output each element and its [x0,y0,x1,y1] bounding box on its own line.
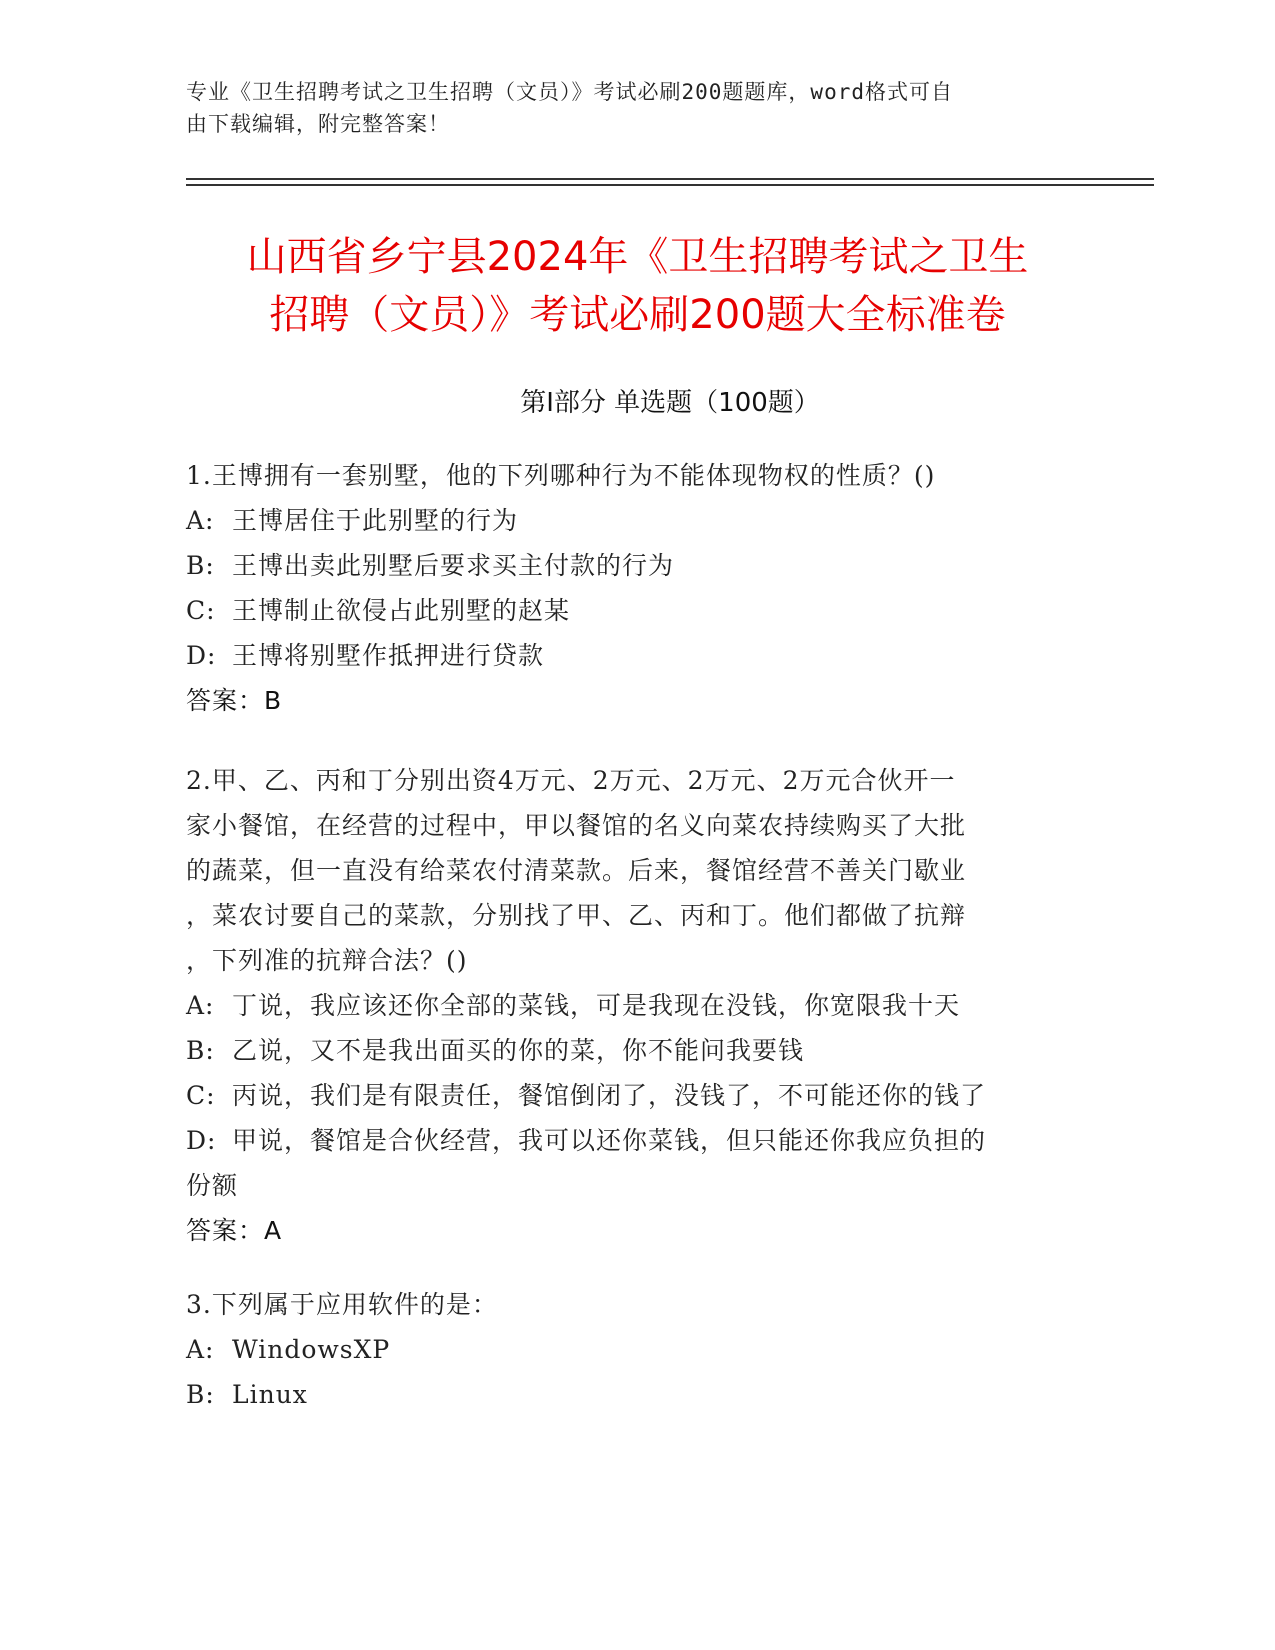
option-letter: B: [186,551,215,580]
question-stem: 家小餐馆，在经营的过程中，甲以餐馆的名义向菜农持续购买了大批 [186,811,967,840]
question-3 [186,1282,1086,1417]
header-divider [186,184,1154,186]
option-b [186,1028,1086,1073]
option-letter: B: [186,1036,215,1065]
option-a [186,983,1086,1028]
question-stem: 1.王博拥有一套别墅，他的下列哪种行为不能体现物权的性质？() [186,461,936,490]
option-b [186,543,1086,588]
header-divider [186,178,1154,180]
option-text: 甲说，餐馆是合伙经营，我可以还你菜钱，但只能还你我应负担的 [232,1126,987,1155]
option-letter: A: [186,1335,215,1364]
section-title: 第Ⅰ部分 单选题（100题） [520,388,820,418]
option-text: 王博居住于此别墅的行为 [232,506,519,535]
option-letter: C: [186,1081,216,1110]
question-2 [186,758,1086,1253]
question-stem: ，下列准的抗辩合法？() [186,946,468,975]
option-a [186,498,1086,543]
question-stem: 2.甲、乙、丙和丁分别出资4万元、2万元、2万元、2万元合伙开一 [186,766,956,795]
option-c [186,588,1086,633]
option-text: 王博制止欲侵占此别墅的赵某 [232,596,571,625]
option-letter: D: [186,641,217,670]
option-text: 王博将别墅作抵押进行贷款 [232,641,545,670]
answer: 答案：B [186,686,283,715]
option-d [186,633,1086,678]
document-title [160,228,1115,344]
option-text: 丁说，我应该还你全部的菜钱，可是我现在没钱，你宽限我十天 [232,991,961,1020]
option-text: Linux [232,1380,308,1409]
option-d [186,1118,1086,1163]
option-a [186,1327,1086,1372]
question-stem: ，菜农讨要自己的菜款，分别找了甲、乙、丙和丁。他们都做了抗辩 [186,901,967,930]
option-letter: D: [186,1126,217,1155]
option-letter: A: [186,506,215,535]
answer: 答案：A [186,1216,283,1245]
option-text: 王博出卖此别墅后要求买主付款的行为 [232,551,675,580]
option-text: 丙说，我们是有限责任，餐馆倒闭了，没钱了，不可能还你的钱了 [232,1081,987,1110]
title-line: 山西省乡宁县2024年《卫生招聘考试之卫生 [246,234,1029,280]
option-letter: B: [186,1380,215,1409]
option-continuation: 份额 [186,1171,239,1200]
option-c [186,1073,1086,1118]
option-text: WindowsXP [232,1335,391,1364]
question-stem: 3.下列属于应用软件的是： [186,1290,498,1319]
question-1 [186,453,1086,723]
title-line: 招聘（文员）》考试必刷200题大全标准卷 [269,292,1006,338]
header-note-line: 由下载编辑，附完整答案！ [186,112,450,136]
header-note-line: 专业《卫生招聘考试之卫生招聘（文员）》考试必刷200题题库，word格式可自 [186,80,953,104]
question-stem: 的蔬菜，但一直没有给菜农付清菜款。后来，餐馆经营不善关门歇业 [186,856,967,885]
option-letter: C: [186,596,216,625]
option-letter: A: [186,991,215,1020]
option-text: 乙说，又不是我出面买的你的菜，你不能问我要钱 [232,1036,805,1065]
option-b [186,1372,1086,1417]
header-note [186,76,1066,140]
